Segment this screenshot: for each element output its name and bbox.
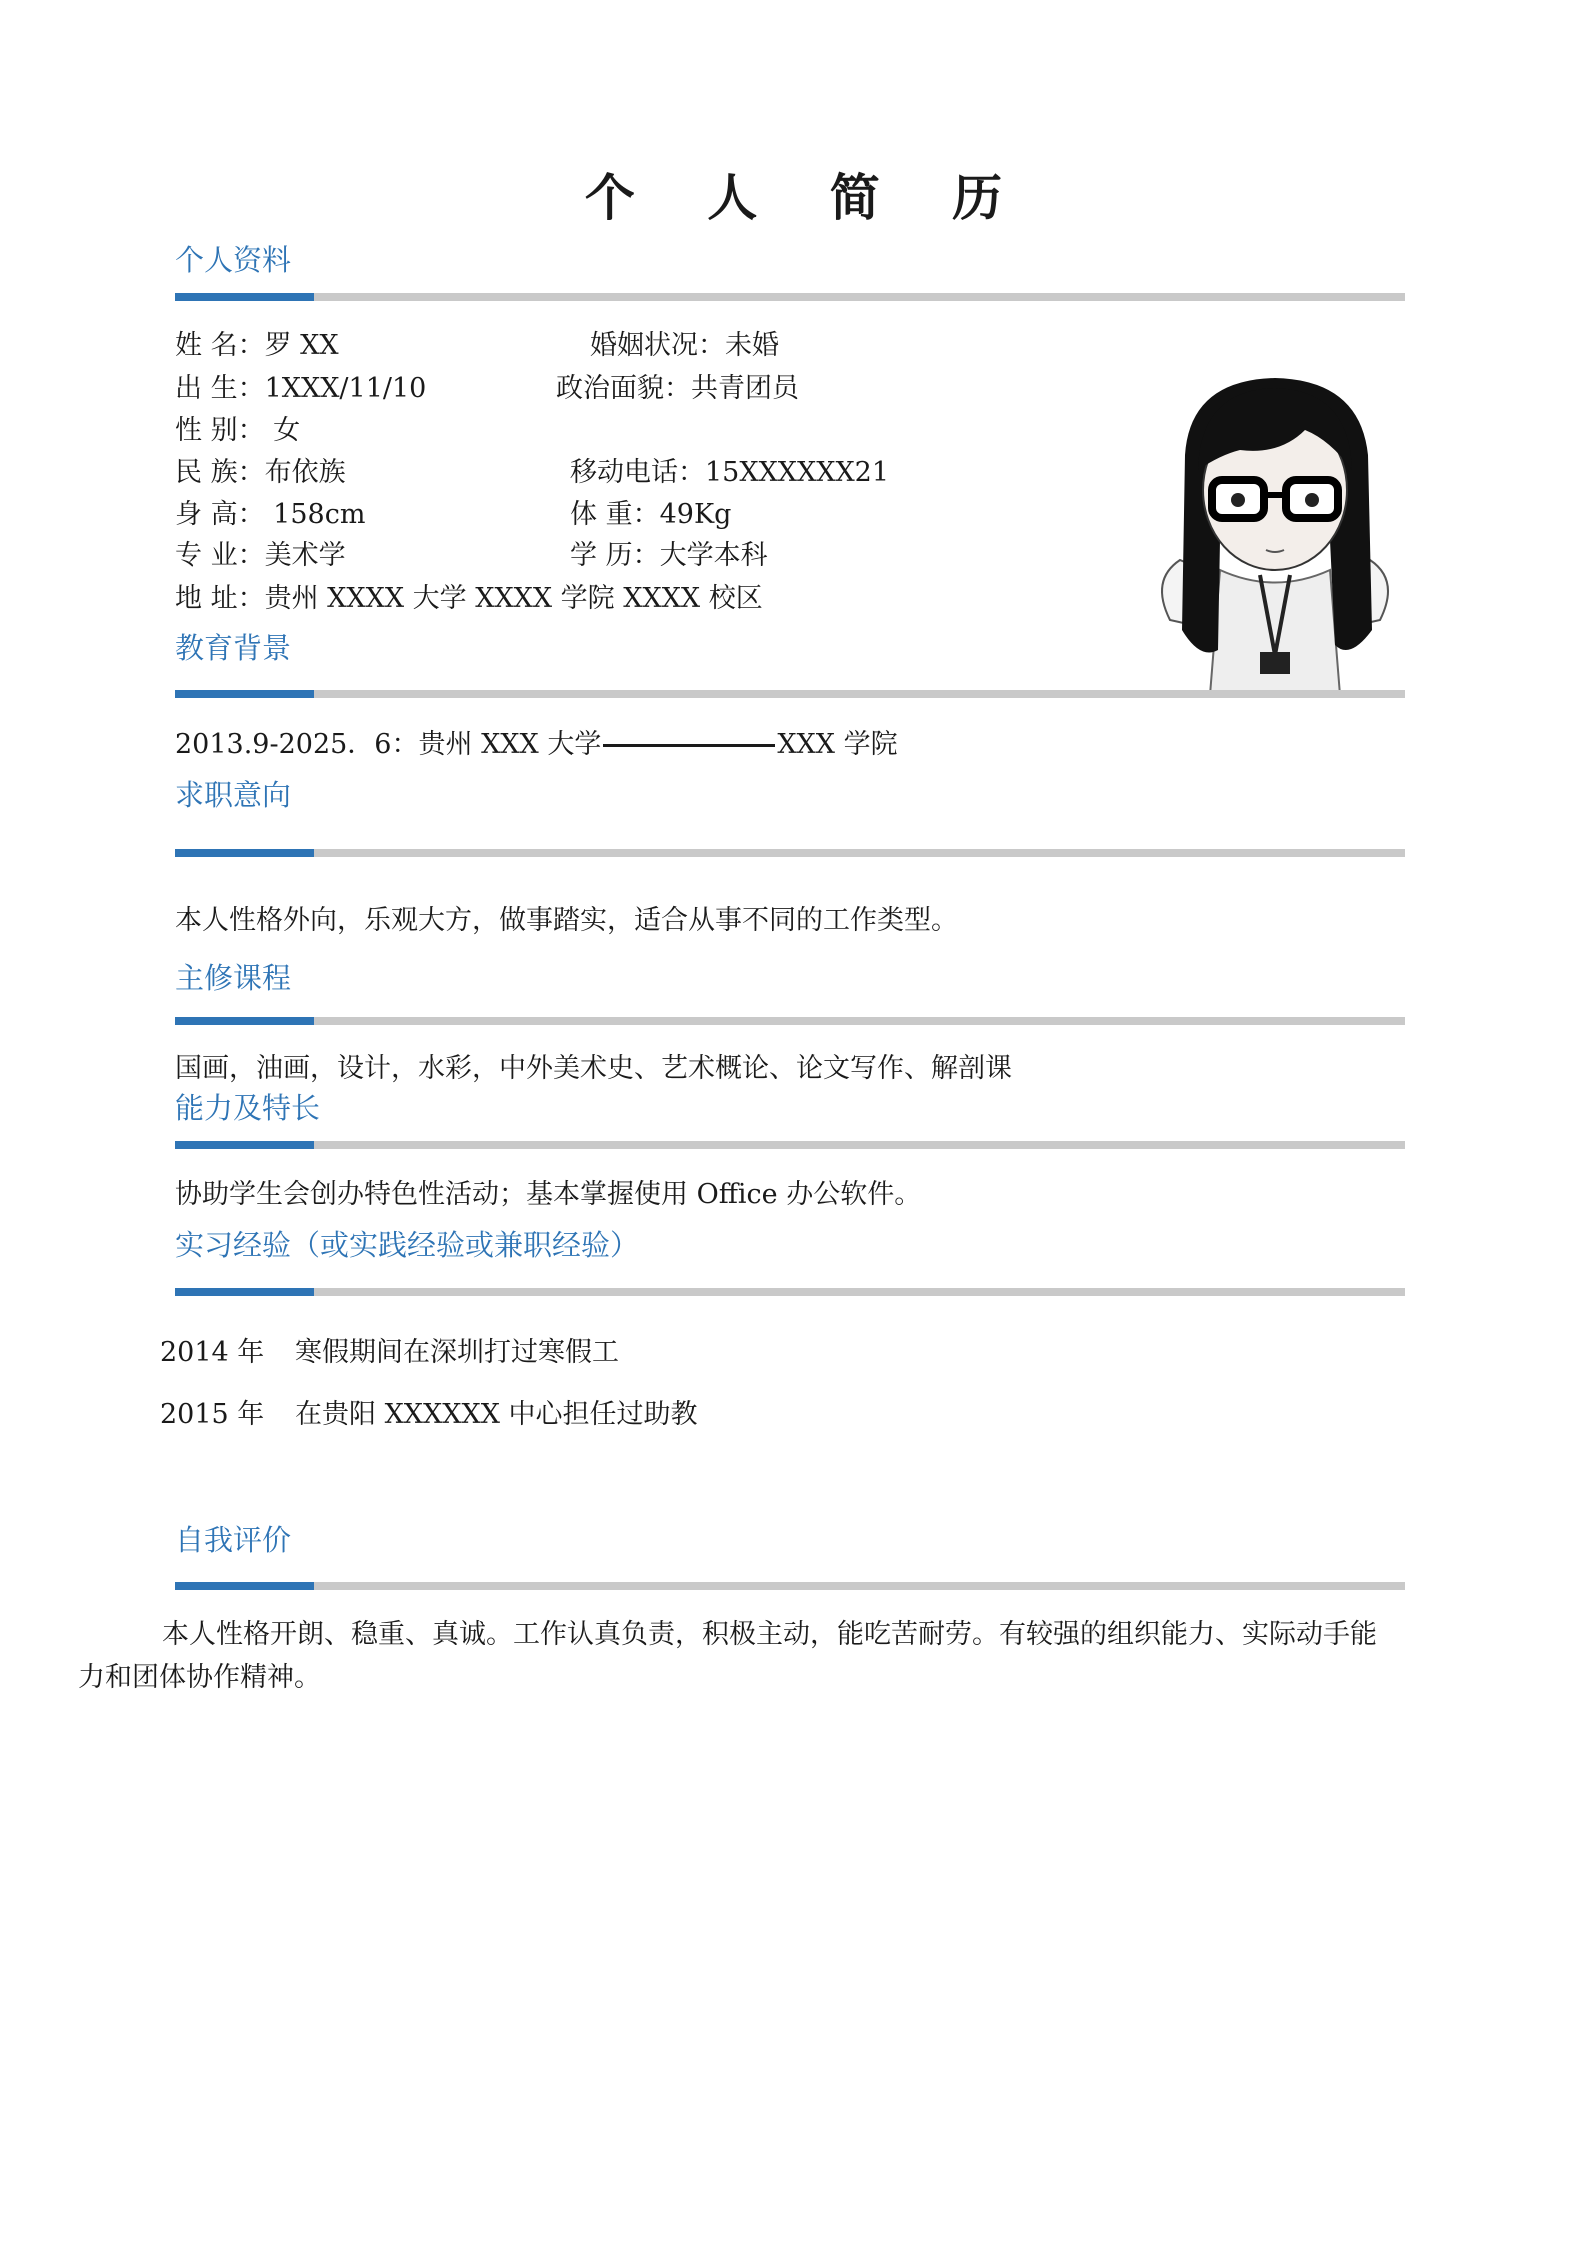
- internship-year: 2014 年: [160, 1337, 265, 1368]
- section-rule-education: [175, 690, 1405, 698]
- section-heading-courses: 主修课程: [175, 961, 292, 995]
- field-address: 地 址：贵州 XXXX 大学 XXXX 学院 XXXX 校区: [175, 583, 763, 614]
- section-heading-evaluation: 自我评价: [175, 1523, 292, 1557]
- education-dash: [603, 744, 775, 747]
- section-heading-skills: 能力及特长: [175, 1091, 321, 1125]
- field-height: 身 高： 158cm: [175, 499, 366, 530]
- courses-text: 国画，油画，设计，水彩，中外美术史、艺术概论、论文写作、解剖课: [175, 1053, 1012, 1084]
- field-political: 政治面貌：共青团员: [556, 373, 799, 404]
- page-title: 个 人 简 历: [584, 168, 1030, 227]
- internship-desc: 寒假期间在深圳打过寒假工: [295, 1337, 619, 1368]
- section-rule-personal: [175, 293, 1405, 301]
- internship-year: 2015 年: [160, 1399, 265, 1430]
- section-heading-education: 教育背景: [175, 631, 292, 665]
- field-birth: 出 生：1XXX/11/10: [175, 373, 427, 404]
- education-entry: [175, 722, 898, 761]
- section-rule-objective: [175, 849, 1405, 857]
- field-ethnicity: 民 族：布依族: [175, 457, 346, 488]
- education-school: 2013.9-2025．6：贵州 XXX 大学: [175, 729, 602, 760]
- section-heading-objective: 求职意向: [175, 778, 292, 812]
- field-major: 专 业：美术学: [175, 540, 346, 571]
- education-college: XXX 学院: [777, 729, 898, 760]
- section-heading-internship: 实习经验（或实践经验或兼职经验）: [175, 1228, 640, 1262]
- objective-text: 本人性格外向，乐观大方，做事踏实，适合从事不同的工作类型。: [175, 905, 958, 936]
- field-phone: 移动电话：15XXXXXX21: [570, 457, 890, 488]
- field-degree: 学 历：大学本科: [570, 540, 768, 571]
- section-rule-skills: [175, 1141, 1405, 1149]
- internship-desc: 在贵阳 XXXXXX 中心担任过助教: [295, 1399, 698, 1430]
- evaluation-text-line-1: 本人性格开朗、稳重、真诚。工作认真负责，积极主动，能吃苦耐劳。有较强的组织能力、实际动手能: [162, 1619, 1377, 1650]
- section-rule-evaluation: [175, 1582, 1405, 1590]
- skills-text: 协助学生会创办特色性活动；基本掌握使用 Office 办公软件。: [175, 1179, 922, 1210]
- evaluation-text-line-2: 力和团体协作精神。: [78, 1662, 321, 1693]
- field-weight: 体 重：49Kg: [570, 499, 732, 530]
- section-heading-personal: 个人资料: [175, 243, 292, 277]
- field-marital: 婚姻状况：未婚: [590, 330, 779, 361]
- profile-photo: [1140, 360, 1410, 695]
- field-gender: 性 别： 女: [175, 415, 301, 446]
- section-rule-internship: [175, 1288, 1405, 1296]
- field-name: 姓 名：罗 XX: [175, 330, 339, 361]
- section-rule-courses: [175, 1017, 1405, 1025]
